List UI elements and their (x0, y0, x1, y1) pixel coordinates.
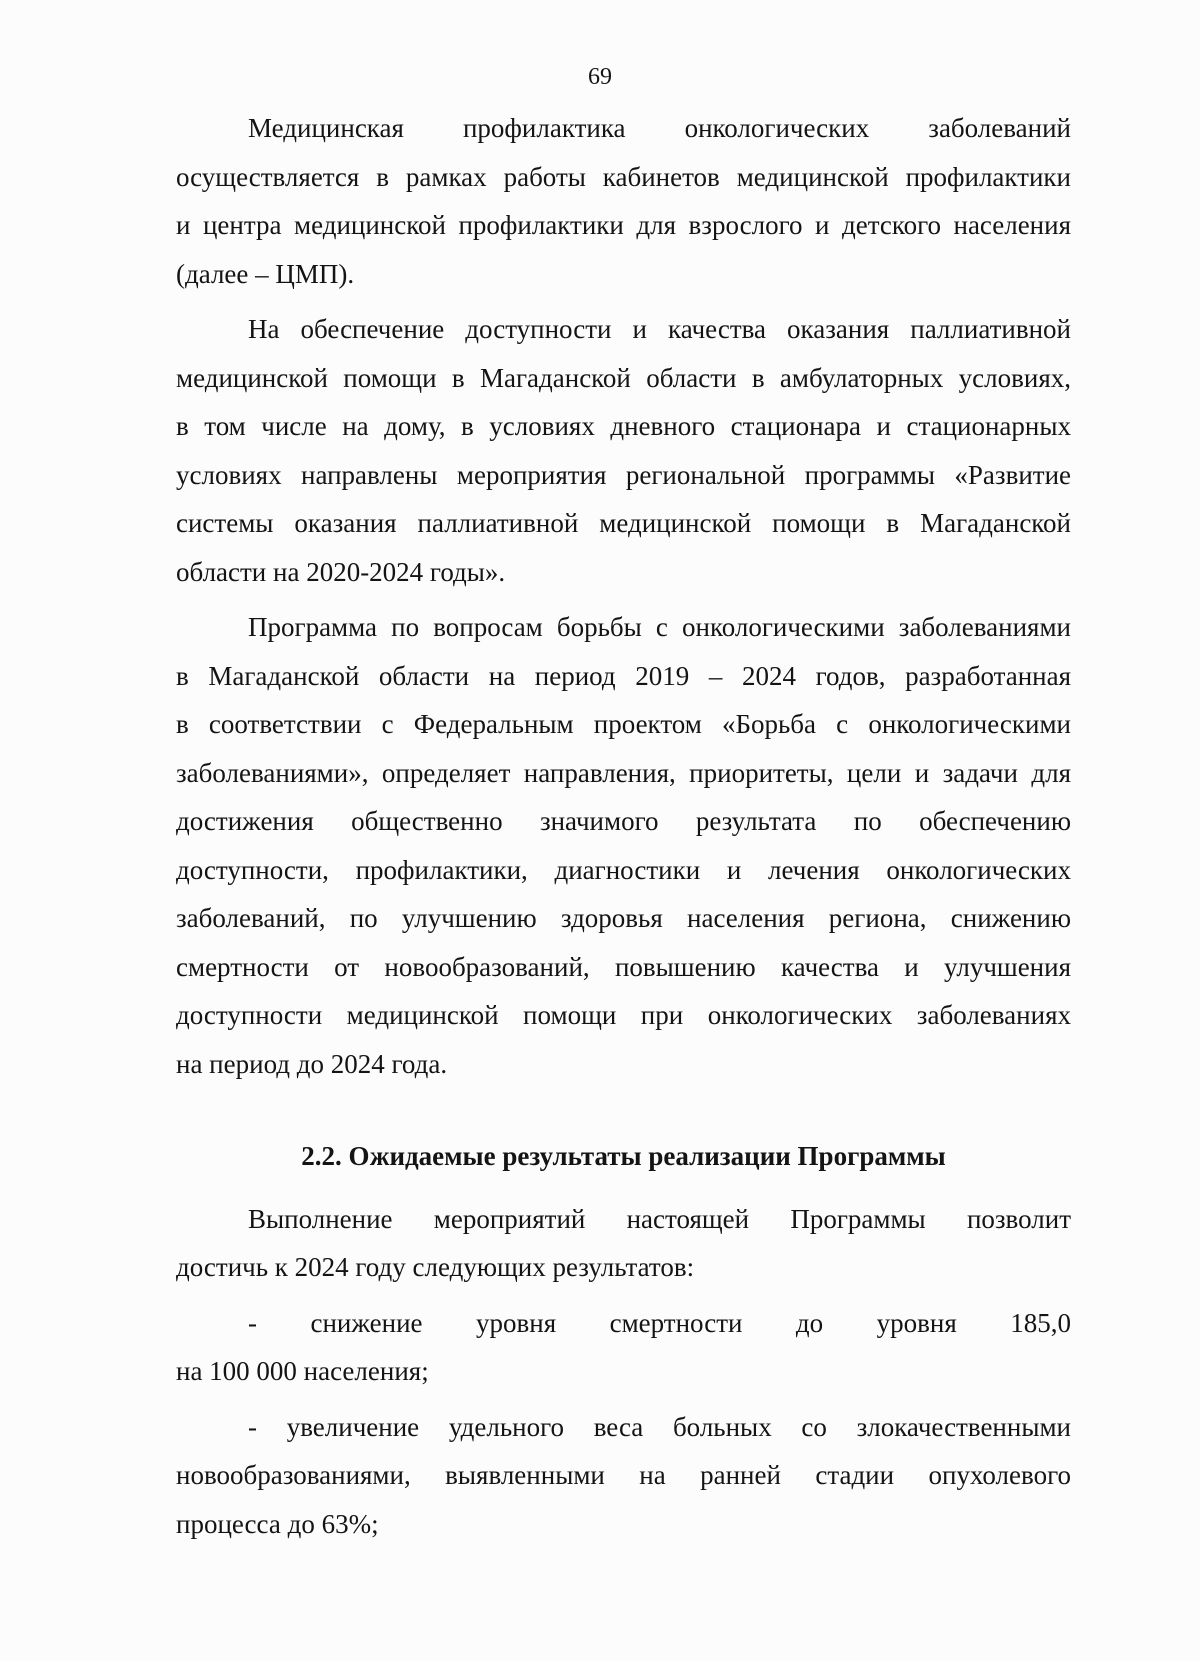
paragraph-line: на 100 000 населения; (176, 1356, 429, 1386)
paragraph-line: достижения общественно значимого результата по обеспечению (176, 806, 1071, 836)
paragraph-line: заболеваний, по улучшению здоровья населения региона, снижению (176, 903, 1071, 933)
paragraph-line: - снижение уровня смертности до уровня 185,0 (248, 1307, 1071, 1338)
paragraph-line: (далее – ЦМП). (176, 258, 355, 289)
paragraph-line: условиях направлены мероприятия региональной программы «Развитие (176, 459, 1071, 490)
paragraph-line: доступности медицинской помощи при онкологических заболеваниях (176, 1000, 1071, 1030)
paragraph-line: - увеличение удельного веса больных со злокачественными (248, 1411, 1071, 1442)
paragraph-line: в соответствии с Федеральным проектом «Борьба с онкологическими (176, 709, 1071, 739)
paragraph-line: области на 2020-2024 годы». (176, 556, 506, 587)
paragraph-line: в Магаданской области на период 2019 – 2024 годов, разработанная (176, 660, 1071, 691)
page-number: 69 (588, 64, 612, 90)
paragraph-line: Выполнение мероприятий настоящей Программы позволит (248, 1203, 1071, 1234)
paragraph-line: процесса до 63%; (176, 1508, 379, 1539)
paragraph-line: новообразованиями, выявленными на ранней стадии опухолевого (176, 1460, 1071, 1490)
paragraph-line: и центра медицинской профилактики для взрослого и детского населения (176, 210, 1071, 240)
paragraph-medical-prevention (176, 104, 1071, 298)
paragraph-line: в том числе на дому, в условиях дневного стационара и стационарных (176, 411, 1071, 441)
paragraph-line: заболеваниями», определяет направления, приоритеты, цели и задачи для (176, 757, 1071, 788)
paragraph-line: достичь к 2024 году следующих результатов: (176, 1252, 695, 1282)
paragraph-line: смертности от новообразований, повышению качества и улучшения (176, 951, 1071, 982)
paragraph-results-intro (176, 1195, 1071, 1292)
paragraph-line: на период до 2024 года. (176, 1048, 448, 1079)
paragraph-line: осуществляется в рамках работы кабинетов медицинской профилактики (176, 161, 1071, 192)
paragraph-line: системы оказания паллиативной медицинской помощи в Магаданской (176, 508, 1071, 538)
paragraph-palliative-care (176, 305, 1071, 596)
page-body (176, 104, 1071, 1548)
list-item-mortality (176, 1299, 1071, 1396)
list-item-early-detection (176, 1403, 1071, 1549)
paragraph-line: Программа по вопросам борьбы с онкологическими заболеваниями (248, 612, 1071, 642)
paragraph-line: Медицинская профилактика онкологических заболеваний (248, 113, 1071, 143)
paragraph-oncology-program (176, 603, 1071, 1088)
section-heading: 2.2. Ожидаемые результаты реализации Программы (301, 1141, 946, 1171)
paragraph-line: доступности, профилактики, диагностики и лечения онкологических (176, 854, 1071, 885)
paragraph-line: На обеспечение доступности и качества оказания паллиативной (248, 314, 1071, 344)
paragraph-line: медицинской помощи в Магаданской области в амбулаторных условиях, (176, 362, 1071, 393)
